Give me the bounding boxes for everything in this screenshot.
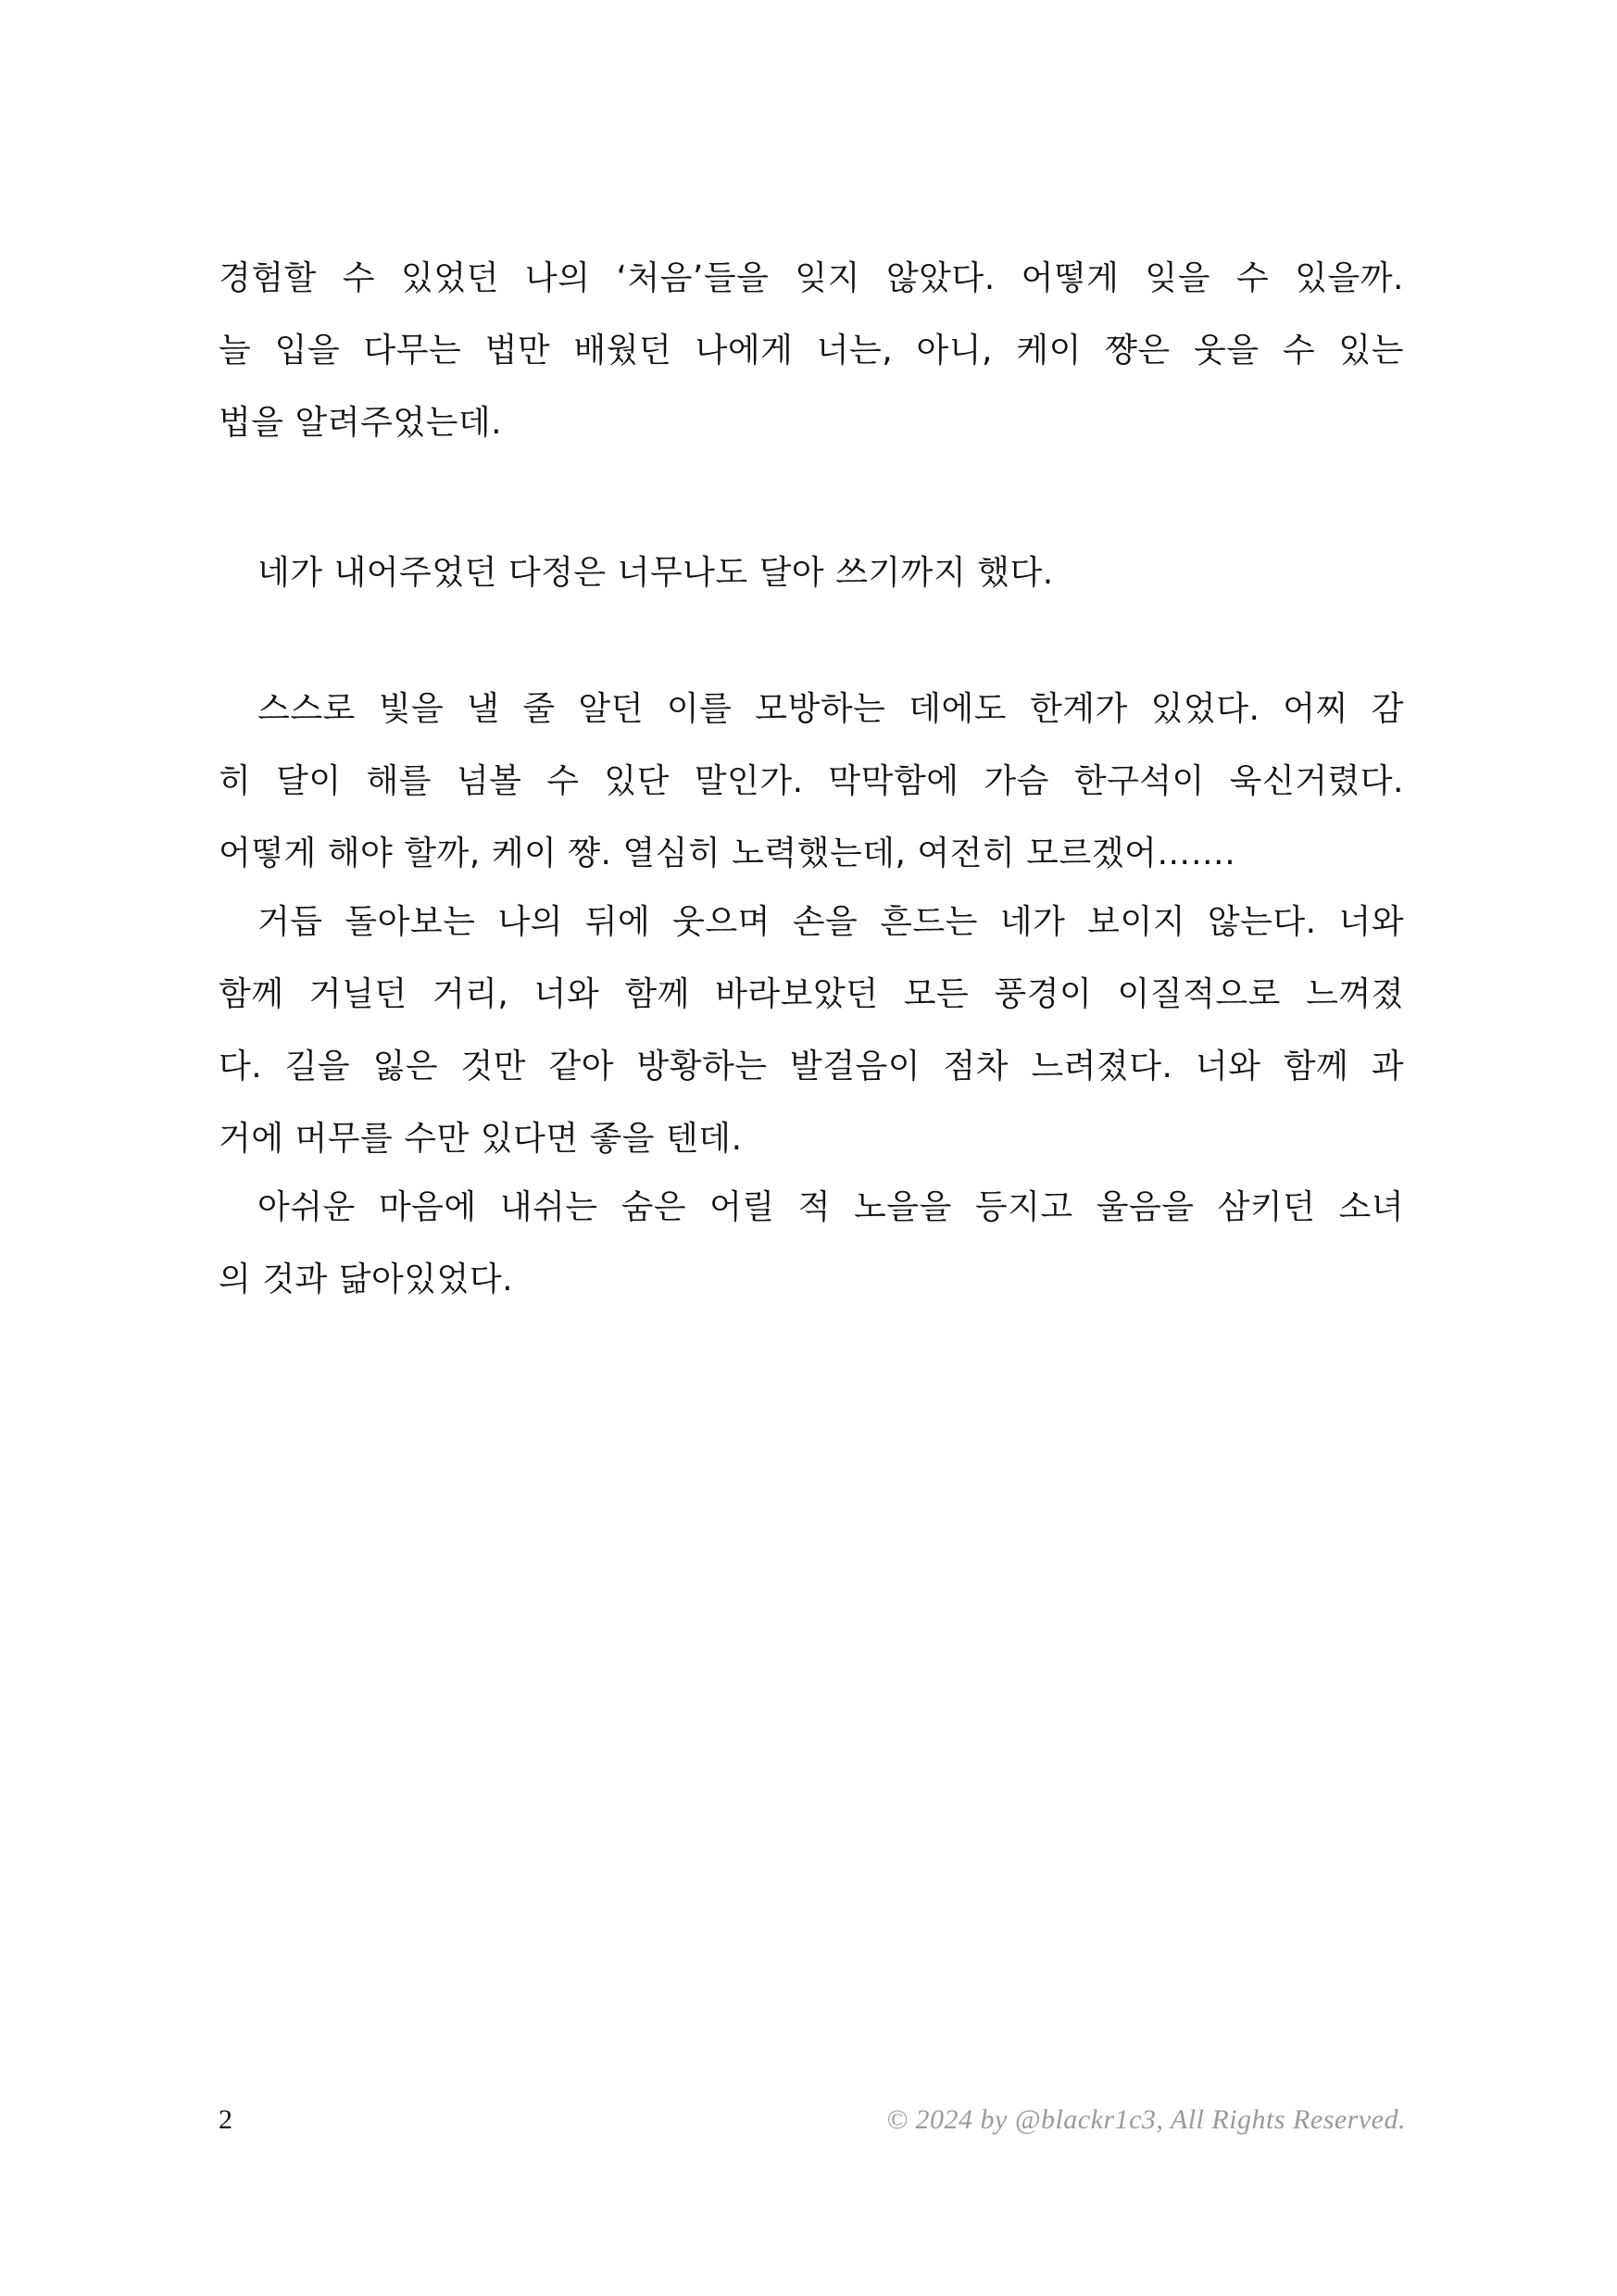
paragraph-2 xyxy=(219,537,1404,609)
text-line: 스스로 빛을 낼 줄 알던 이를 모방하는 데에도 한계가 있었다. 어찌 감 xyxy=(257,690,1404,728)
text-line: 의 것과 닮아있었다. xyxy=(219,1261,514,1299)
text-line: 거에 머무를 수만 있다면 좋을 텐데. xyxy=(219,1120,743,1158)
text-line: 히 달이 해를 넘볼 수 있단 말인가. 막막함에 가슴 한구석이 욱신거렸다. xyxy=(219,762,1404,800)
text-line: 어떻게 해야 할까, 케이 쨩. 열심히 노력했는데, 여전히 모르겠어……. xyxy=(219,834,1236,872)
page-footer xyxy=(219,2104,1406,2141)
text-line: 네가 내어주었던 다정은 너무나도 달아 쓰기까지 했다. xyxy=(257,554,1054,592)
paragraph-1 xyxy=(219,243,1404,459)
copyright-notice: © 2024 by @blackr1c3, All Rights Reserved. xyxy=(886,2104,1406,2135)
paragraph-5 xyxy=(219,1172,1404,1316)
page-number: 2 xyxy=(219,2104,232,2135)
text-line: 함께 거닐던 거리, 너와 함께 바라보았던 모든 풍경이 이질적으로 느껴졌 xyxy=(219,975,1404,1013)
text-line: 법을 알려주었는데. xyxy=(219,404,503,442)
text-line: 아쉬운 마음에 내쉬는 숨은 어릴 적 노을을 등지고 울음을 삼키던 소녀 xyxy=(257,1188,1404,1226)
paragraph-4 xyxy=(219,886,1404,1175)
text-line: 늘 입을 다무는 법만 배웠던 나에게 너는, 아니, 케이 쨩은 웃을 수 있는 xyxy=(219,332,1404,370)
text-line: 경험할 수 있었던 나의 ‘처음’들을 잊지 않았다. 어떻게 잊을 수 있을까. xyxy=(219,259,1404,297)
paragraph-3 xyxy=(219,673,1404,890)
text-line: 다. 길을 잃은 것만 같아 방황하는 발걸음이 점차 느려졌다. 너와 함께 과 xyxy=(219,1048,1404,1085)
text-line: 거듭 돌아보는 나의 뒤에 웃으며 손을 흔드는 네가 보이지 않는다. 너와 xyxy=(257,903,1404,941)
